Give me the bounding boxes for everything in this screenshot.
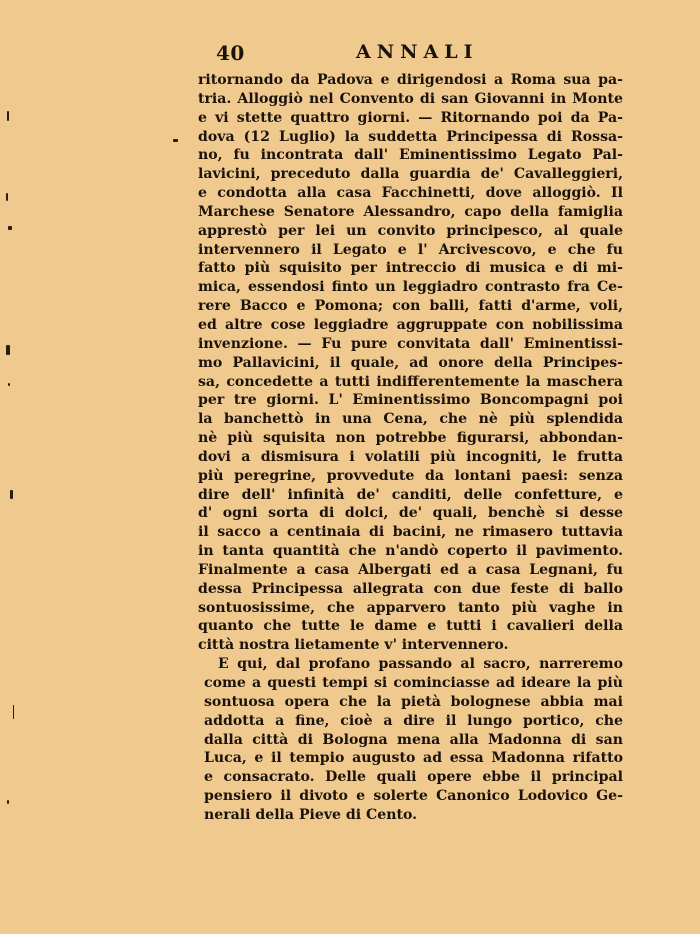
text-line: fatto più squisito per intreccio di musica e di mi- (198, 260, 623, 277)
text-line: e condotta alla casa Facchinetti, dove alloggiò. Il (198, 185, 623, 202)
margin-speck (7, 111, 9, 121)
text-line: d' ogni sorta di dolci, de' quali, benchè si desse (198, 505, 623, 522)
text-line: tria. Alloggiò nel Convento di san Giovanni in Monte (198, 90, 623, 107)
text-line: Luca, e il tempio augusto ad essa Madonna rifatto (204, 750, 623, 767)
margin-speck (8, 383, 10, 386)
text-line: dovi a dismisura i volatili più incogniti, le frutta (198, 448, 623, 465)
text-line: Finalmente a casa Albergati ed a casa Legnani, fu (198, 561, 623, 578)
text-line: sa, concedette a tutti indifferentemente la maschera (198, 373, 623, 390)
text-line: città nostra lietamente v' intervennero. (198, 637, 509, 654)
text-line: lavicini, preceduto dalla guardia de' Cavalleggieri, (198, 166, 623, 183)
text-line: Marchese Senatore Alessandro, capo della famiglia (198, 203, 623, 220)
text-line: il sacco a centinaia di bacini, ne rimasero tuttavia (198, 524, 623, 541)
text-line: dova (12 Luglio) la suddetta Principessa di Rossa- (198, 128, 623, 145)
text-line: nerali della Pieve di Cento. (204, 806, 418, 823)
text-line: dessa Principessa allegrata con due feste di ballo (198, 580, 623, 597)
margin-speck (6, 345, 10, 355)
text-line: la banchettò in una Cena, che nè più splendida (198, 411, 623, 428)
margin-speck (13, 705, 14, 719)
text-line: quanto che tutte le dame e tutti i cavalieri della (198, 618, 623, 635)
text-line: e vi stette quattro giorni. — Ritornando poi da Pa- (198, 109, 623, 126)
text-line: apprestò per lei un convito principesco, al quale (198, 222, 623, 239)
text-line: come a questi tempi si cominciasse ad ideare la più (204, 675, 623, 691)
margin-speck (173, 139, 178, 142)
paragraph-first-line: E qui, dal profano passando al sacro, narreremo (218, 656, 623, 673)
text-line: sontuosissime, che apparvero tanto più vaghe in (198, 599, 623, 616)
margin-speck (8, 226, 12, 230)
text-line: per tre giorni. L' Eminentissimo Boncompagni poi (198, 392, 623, 409)
page-header (216, 41, 479, 65)
text-line: sontuosa opera che la pietà bolognese abbia mai (204, 693, 623, 710)
text-line: mica, essendosi finto un leggiadro contrasto fra Ce- (198, 279, 623, 296)
running-head: ANNALI (356, 41, 479, 63)
text-line: e consacrato. Delle quali opere ebbe il principal (204, 769, 623, 786)
margin-speck (10, 490, 13, 499)
text-line: più peregrine, provvedute da lontani paesi: senza (198, 467, 623, 484)
text-line: rere Bacco e Pomona; con balli, fatti d'arme, voli, (198, 298, 623, 315)
text-line: invenzione. — Fu pure convitata dall' Eminentissi- (198, 335, 623, 352)
text-line: dalla città di Bologna mena alla Madonna di san (204, 731, 623, 748)
text-line: in tanta quantità che n'andò coperto il pavimento. (198, 543, 623, 560)
text-line: mo Pallavicini, il quale, ad onore della Principes- (198, 354, 623, 371)
text-line: addotta a fine, cioè a dire il lungo portico, che (204, 712, 623, 729)
margin-speck (6, 193, 8, 201)
text-line: no, fu incontrata dall' Eminentissimo Legato Pal- (198, 147, 623, 164)
page-number: 40 (216, 41, 245, 65)
margin-speck (7, 800, 9, 804)
text-line: intervennero il Legato e l' Arcivescovo, e che fu (198, 241, 623, 258)
text-line: dire dell' infinità de' canditi, delle confetture, e (198, 486, 623, 503)
text-line: pensiero il divoto e solerte Canonico Lodovico Ge- (204, 788, 623, 805)
body-text (198, 71, 623, 825)
text-line: nè più squisita non potrebbe figurarsi, abbondan- (198, 430, 623, 447)
text-line: ed altre cose leggiadre aggruppate con nobilissima (198, 316, 623, 333)
text-line: ritornando da Padova e dirigendosi a Roma sua pa- (198, 72, 623, 88)
